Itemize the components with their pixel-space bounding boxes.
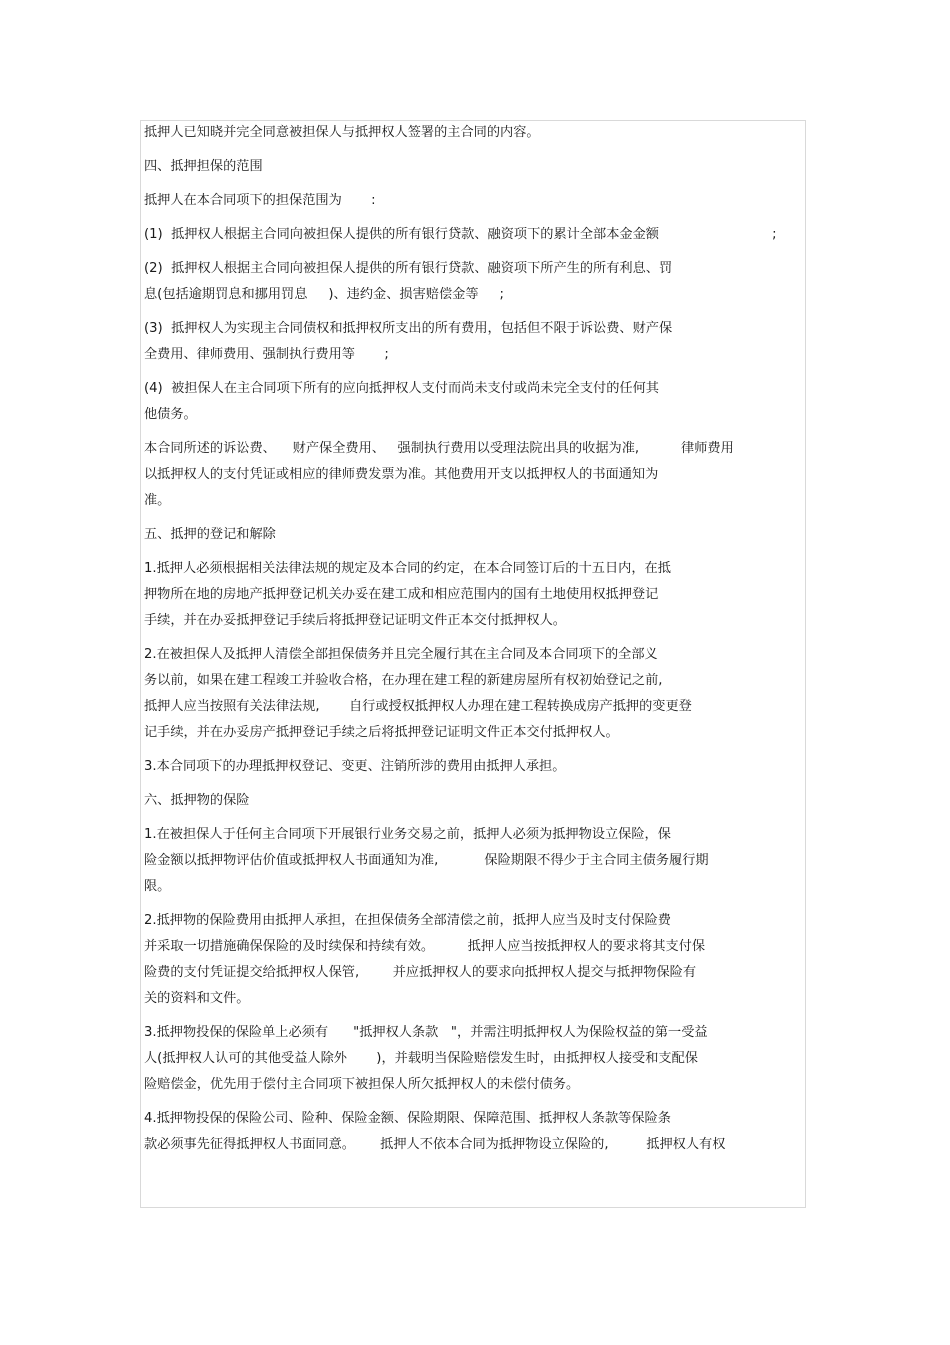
text-line: 他债务。 bbox=[144, 407, 197, 422]
text-line: 限。 bbox=[144, 879, 171, 894]
text-line: 人(抵押权人认可的其他受益人除外 )，并载明当保险赔偿发生时，由抵押权人接受和支配保 bbox=[144, 1051, 698, 1066]
paragraph bbox=[144, 376, 804, 428]
text-line: 抵押人应当按照有关法律法规, 自行或授权抵押权人办理在建工程转换成房产抵押的变更登 bbox=[144, 699, 692, 714]
paragraph-spacer bbox=[144, 214, 804, 222]
paragraph-spacer bbox=[144, 634, 804, 642]
text-line: 并采取一切措施确保保险的及时续保和持续有效。 抵押人应当按抵押权人的要求将其支付保 bbox=[144, 939, 706, 954]
text-line: 抵押人已知晓并完全同意被担保人与抵押权人签署的主合同的内容。 bbox=[144, 125, 540, 140]
paragraph-spacer bbox=[144, 514, 804, 522]
text-line: 1.抵押人必须根据相关法律法规的规定及本合同的约定，在本合同签订后的十五日内，在抵 bbox=[144, 561, 671, 576]
paragraph-spacer bbox=[144, 814, 804, 822]
text-line: 3.抵押物投保的保险单上必须有 "抵押权人条款 "，并需注明抵押权人为保险权益的第一受益 bbox=[144, 1025, 708, 1040]
paragraph-spacer bbox=[144, 746, 804, 754]
paragraph bbox=[144, 256, 804, 308]
text-line: 3.本合同项下的办理抵押权登记、变更、注销所涉的费用由抵押人承担。 bbox=[144, 759, 566, 774]
text-line: 1.在被担保人于任何主合同项下开展银行业务交易之前，抵押人必须为抵押物设立保险，保 bbox=[144, 827, 671, 842]
text-line: 款必须事先征得抵押权人书面同意。 抵押人不依本合同为抵押物设立保险的, 抵押权人有权 bbox=[144, 1137, 726, 1152]
text-line: 务以前，如果在建工程竣工并验收合格，在办理在建工程的新建房屋所有权初始登记之前, bbox=[144, 673, 663, 688]
paragraph-spacer bbox=[144, 180, 804, 188]
text-line: (4) 被担保人在主合同项下所有的应向抵押权人支付而尚未支付或尚未完全支付的任何其 bbox=[144, 381, 659, 396]
text-line: 险费的支付凭证提交给抵押权人保管, 并应抵押权人的要求向抵押权人提交与抵押物保险有 bbox=[144, 965, 697, 980]
text-line: 押物所在地的房地产抵押登记机关办妥在建工成和相应范围内的国有土地使用权抵押登记 bbox=[144, 587, 659, 602]
text-line: (2) 抵押权人根据主合同向被担保人提供的所有银行贷款、融资项下所产生的所有利息、罚 bbox=[144, 261, 673, 276]
paragraph-spacer bbox=[144, 900, 804, 908]
paragraph-spacer bbox=[144, 146, 804, 154]
paragraph bbox=[144, 120, 804, 146]
text-line: 2.抵押物的保险费用由抵押人承担，在担保债务全部清偿之前，抵押人应当及时支付保险费 bbox=[144, 913, 671, 928]
paragraph-spacer bbox=[144, 1098, 804, 1106]
paragraph bbox=[144, 316, 804, 368]
text-line: 本合同所述的诉讼费、 财产保全费用、 强制执行费用以受理法院出具的收据为准, 律师费用 bbox=[144, 441, 734, 456]
text-line: 以抵押权人的支付凭证或相应的律师费发票为准。其他费用开支以抵押权人的书面通知为 bbox=[144, 467, 659, 482]
text-line: 手续，并在办妥抵押登记手续后将抵押登记证明文件正本交付抵押权人。 bbox=[144, 613, 566, 628]
paragraph bbox=[144, 822, 804, 900]
paragraph bbox=[144, 188, 804, 214]
text-line: 险金额以抵押物评估价值或抵押权人书面通知为准, 保险期限不得少于主合同主债务履行期 bbox=[144, 853, 709, 868]
text-line: 五、抵押的登记和解除 bbox=[144, 527, 276, 542]
paragraph bbox=[144, 642, 804, 746]
text-line: 险赔偿金，优先用于偿付主合同项下被担保人所欠抵押权人的未偿付债务。 bbox=[144, 1077, 580, 1092]
text-line: 关的资料和文件。 bbox=[144, 991, 250, 1006]
text-line: (3) 抵押权人为实现主合同债权和抵押权所支出的所有费用，包括但不限于诉讼费、财产保 bbox=[144, 321, 673, 336]
text-line: 准。 bbox=[144, 493, 171, 508]
text-line: 四、抵押担保的范围 bbox=[144, 159, 263, 174]
paragraph-spacer bbox=[144, 248, 804, 256]
paragraph bbox=[144, 1106, 804, 1158]
paragraph bbox=[144, 908, 804, 1012]
text-line: 2.在被担保人及抵押人清偿全部担保债务并且完全履行其在主合同及本合同项下的全部义 bbox=[144, 647, 658, 662]
paragraph-spacer bbox=[144, 1012, 804, 1020]
text-line: 息(包括逾期罚息和挪用罚息 )、违约金、损害赔偿金等 ; bbox=[144, 287, 504, 302]
paragraph-spacer bbox=[144, 428, 804, 436]
paragraph bbox=[144, 1020, 804, 1098]
paragraph bbox=[144, 522, 804, 548]
text-line: 4.抵押物投保的保险公司、险种、保险金额、保险期限、保障范围、抵押权人条款等保险条 bbox=[144, 1111, 671, 1126]
paragraph bbox=[144, 788, 804, 814]
text-line: (1) 抵押权人根据主合同向被担保人提供的所有银行贷款、融资项下的累计全部本金金额 ; bbox=[144, 227, 777, 242]
paragraph-spacer bbox=[144, 780, 804, 788]
text-line: 全费用、律师费用、强制执行费用等 ; bbox=[144, 347, 389, 362]
paragraph-spacer bbox=[144, 368, 804, 376]
paragraph-spacer bbox=[144, 548, 804, 556]
text-line: 抵押人在本合同项下的担保范围为 : bbox=[144, 193, 376, 208]
paragraph bbox=[144, 556, 804, 634]
document-body bbox=[144, 120, 804, 1208]
paragraph bbox=[144, 754, 804, 780]
paragraph bbox=[144, 436, 804, 514]
paragraph bbox=[144, 222, 804, 248]
text-line: 记手续，并在办妥房产抵押登记手续之后将抵押登记证明文件正本交付抵押权人。 bbox=[144, 725, 619, 740]
text-line: 六、抵押物的保险 bbox=[144, 793, 250, 808]
paragraph-spacer bbox=[144, 308, 804, 316]
paragraph bbox=[144, 154, 804, 180]
